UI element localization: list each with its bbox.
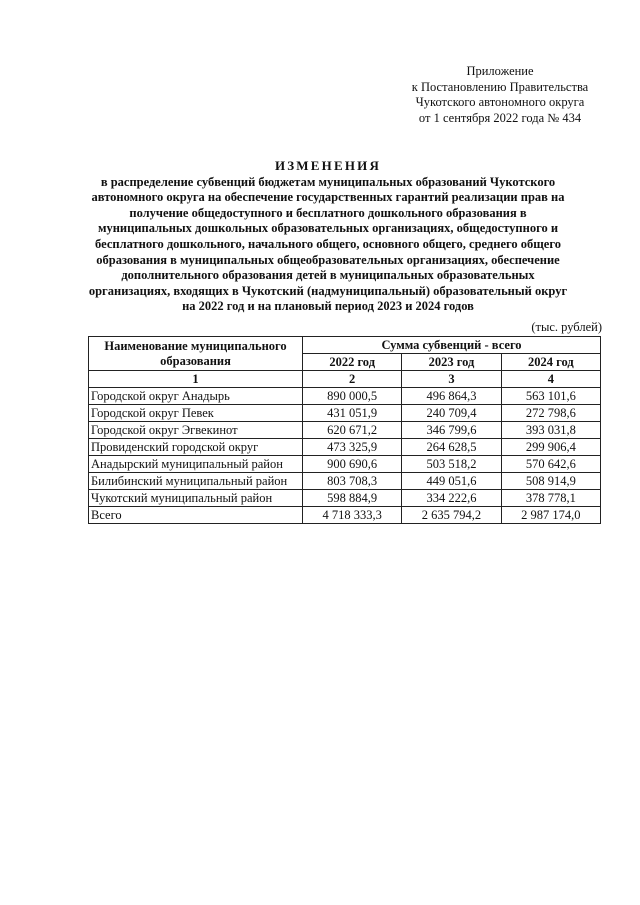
colnum-4: 4 [501, 371, 600, 388]
title-line: организациях, входящих в Чукотский (надмуниципальный) образовательный округ [88, 283, 568, 298]
value-2023: 334 222,6 [402, 490, 501, 507]
table-total-row [89, 507, 601, 524]
table-row [89, 422, 601, 439]
value-2022: 598 884,9 [303, 490, 402, 507]
title-line: образования в муниципальных общеобразовательных организациях, обеспечение [96, 252, 560, 267]
municipality-name: Анадырский муниципальный район [89, 456, 303, 473]
colnum-3: 3 [402, 371, 501, 388]
total-2024: 2 987 174,0 [501, 507, 600, 524]
total-2022: 4 718 333,3 [303, 507, 402, 524]
municipality-name: Чукотский муниципальный район [89, 490, 303, 507]
appendix-line: Приложение [466, 64, 534, 78]
title-line: автономного округа на обеспечение государственных гарантий реализации прав на [91, 190, 565, 205]
value-2024: 393 031,8 [501, 422, 600, 439]
value-2024: 570 642,6 [501, 456, 600, 473]
value-2022: 900 690,6 [303, 456, 402, 473]
appendix-line: Чукотского автономного округа [415, 95, 585, 109]
municipality-name: Городской округ Певек [89, 405, 303, 422]
municipality-name: Городской округ Эгвекинот [89, 422, 303, 439]
value-2024: 272 798,6 [501, 405, 600, 422]
table-row [89, 490, 601, 507]
title-main: ИЗМЕНЕНИЯ [274, 158, 382, 173]
header-sum: Сумма субвенций - всего [303, 337, 601, 354]
value-2023: 449 051,6 [402, 473, 501, 490]
colnum-2: 2 [303, 371, 402, 388]
subvention-table [88, 336, 601, 524]
table-header-row [89, 337, 601, 354]
table-row [89, 439, 601, 456]
title-line: муниципальных дошкольных образовательных организациях, общедоступного и [97, 221, 559, 236]
municipality-name: Провиденский городской округ [89, 439, 303, 456]
appendix-line: к Постановлению Правительства [411, 79, 589, 94]
header-municipality: Наименование муниципального образования [89, 337, 303, 371]
value-2023: 346 799,6 [402, 422, 501, 439]
table-row [89, 405, 601, 422]
value-2024: 563 101,6 [501, 388, 600, 405]
title-line: в распределение субвенций бюджетам муниципальных образований Чукотского [100, 174, 556, 189]
appendix-header [380, 64, 620, 126]
value-2023: 496 864,3 [402, 388, 501, 405]
colnum-1: 1 [89, 371, 303, 388]
title-line: получение общедоступного и бесплатного дошкольного образования в [129, 205, 527, 220]
header-year-2023: 2023 год [402, 354, 501, 371]
table-row [89, 388, 601, 405]
title-line: на 2022 год и на плановый период 2023 и 2024 годов [182, 299, 474, 314]
value-2022: 890 000,5 [303, 388, 402, 405]
units-label: (тыс. рублей) [531, 320, 602, 334]
total-2023: 2 635 794,2 [402, 507, 501, 524]
value-2023: 264 628,5 [402, 439, 501, 456]
municipality-name: Городской округ Анадырь [89, 388, 303, 405]
value-2022: 473 325,9 [303, 439, 402, 456]
table-colnum-row [89, 371, 601, 388]
value-2024: 299 906,4 [501, 439, 600, 456]
value-2022: 620 671,2 [303, 422, 402, 439]
value-2022: 803 708,3 [303, 473, 402, 490]
title-line: бесплатного дошкольного, начального общего, основного общего, среднего общего [95, 236, 561, 251]
municipality-name: Билибинский муниципальный район [89, 473, 303, 490]
header-year-2022: 2022 год [303, 354, 402, 371]
appendix-line: от 1 сентября 2022 года № 434 [418, 110, 582, 125]
document-title [78, 158, 578, 315]
header-year-2024: 2024 год [501, 354, 600, 371]
value-2024: 378 778,1 [501, 490, 600, 507]
total-label: Всего [89, 507, 303, 524]
value-2023: 503 518,2 [402, 456, 501, 473]
value-2024: 508 914,9 [501, 473, 600, 490]
table-row [89, 456, 601, 473]
value-2023: 240 709,4 [402, 405, 501, 422]
table-row [89, 473, 601, 490]
value-2022: 431 051,9 [303, 405, 402, 422]
title-line: дополнительного образования детей в муниципальных образовательных [121, 268, 535, 283]
